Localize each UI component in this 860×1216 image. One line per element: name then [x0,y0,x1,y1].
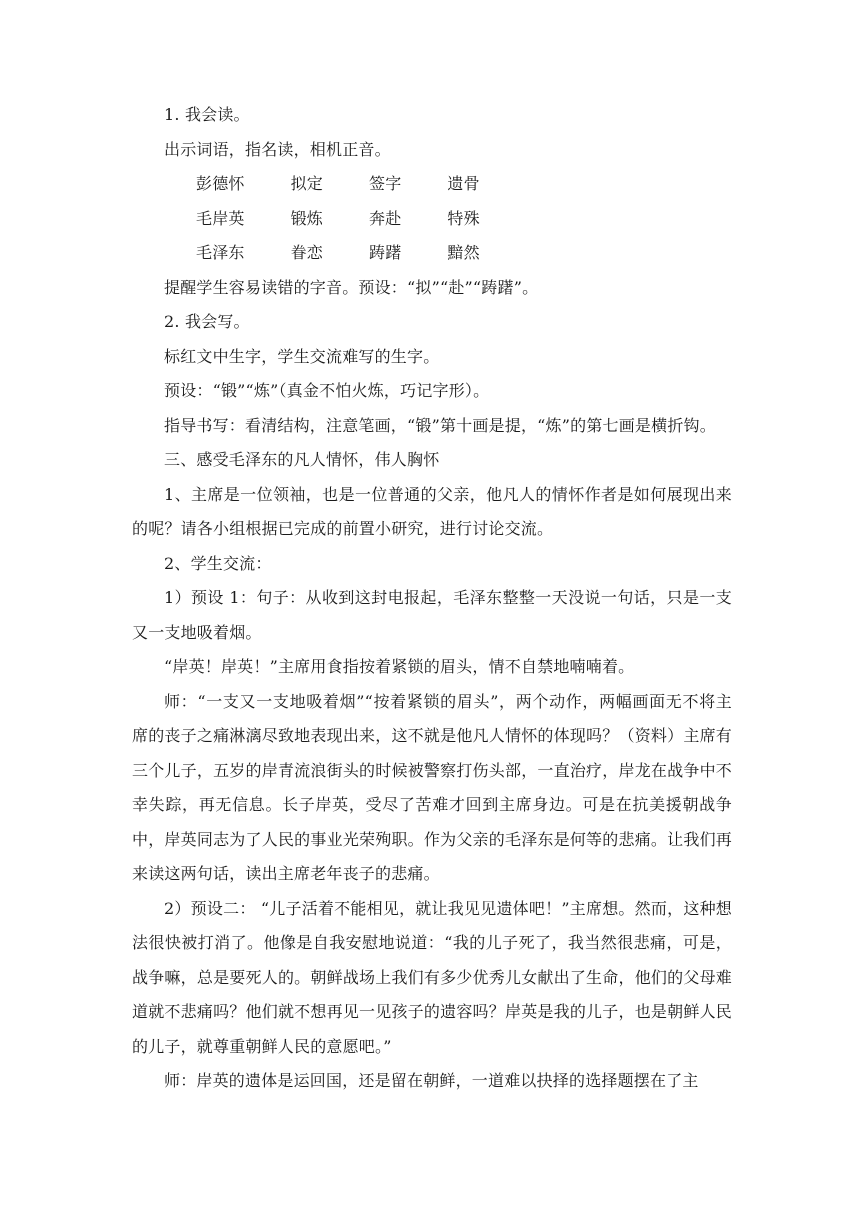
word: 毛泽东 [196,243,245,262]
paragraph-question-one: 1、主席是一位领袖，也是一位普通的父亲，他凡人的情怀作者是如何展现出来的呢？请各小组根据已完成的前置小研究，进行讨论交流。 [132,484,732,538]
paragraph-quote-anying: “岸英！岸英！”主席用食指按着紧锁的眉头，情不自禁地喃喃着。 [164,657,635,676]
word-row-1 [132,167,732,202]
word: 遗骨 [447,174,480,193]
word: 踌躇 [369,243,402,262]
word-row-3 [132,236,732,271]
paragraph-pronunciation-tip: 提醒学生容易读错的字音。预设：“拟”“赴”“踌躇”。 [164,277,539,297]
section-heading-three: 三、感受毛泽东的凡人情怀，伟人胸怀 [164,450,440,469]
word: 签字 [369,174,402,193]
word: 特殊 [447,208,480,228]
paragraph-show-words: 出示词语，指名读，相机正音。 [164,139,391,159]
word-row-2 [132,202,732,237]
paragraph-writing-guide: 指导书写：看清结构，注意笔画，“锻”第十画是提，“炼”的第七画是横折钩。 [164,415,716,435]
word: 彭德怀 [196,174,245,193]
paragraph-preset-two: 2）预设二： “儿子活着不能相见，就让我见见遗体吧！”主席想。然而，这种想法很快被打消了。他像是自我安慰地说道：“我的儿子死了，我当然很悲痛，可是，战争嘛，总是要死人的。朝鲜战场上我们有多少优秀儿女献出了生命，他们的父母难道就不悲痛吗？他们就不想再见一见孩子的遗容吗？岸英是我的儿子，也是朝鲜人民的儿子，就尊重朝鲜人民的意愿吧。” [132,898,732,1056]
paragraph-student-exchange: 2、学生交流： [164,553,272,573]
paragraph-write-heading: 2. 我会写。 [164,312,250,331]
paragraph-read-heading: 1. 我会读。 [164,105,250,124]
paragraph-preset-characters: 预设：“锻”“炼”（真金不怕火炼，巧记字形）。 [164,381,490,400]
word: 锻炼 [290,208,324,228]
paragraph-mark-characters: 标红文中生字，学生交流难写的生字。 [164,346,440,366]
paragraph-teacher-comment-one: 师：“一支又一支地吸着烟”“按着紧锁的眉头”，两个动作，两幅画面无不将主席的丧子之痛淋漓尽致地表现出来，这不就是他凡人情怀的体现吗？（资料）主席有三个儿子，五岁的岸青流浪街头的时候被警察打伤头部，一直治疗，岸龙在战争中不幸失踪，再无信息。长子岸英，受尽了苦难才回到主席身边。可是在抗美援朝战争中，岸英同志为了人民的事业光荣殉职。作为父亲的毛泽东是何等的悲痛。让我们再来读这两句话，读出主席老年丧子的悲痛。 [132,691,732,883]
word: 黯然 [447,243,480,262]
word: 拟定 [290,174,324,193]
word: 奔赴 [369,208,402,228]
paragraph-preset-one: 1）预设 1：句子：从收到这封电报起，毛泽东整整一天没说一句话，只是一支又一支地吸着烟。 [132,588,732,642]
paragraph-teacher-comment-two: 师：岸英的遗体是运回国，还是留在朝鲜，一道难以抉择的选择题摆在了主 [164,1071,699,1090]
word: 毛岸英 [196,208,245,228]
word: 眷恋 [290,243,324,262]
